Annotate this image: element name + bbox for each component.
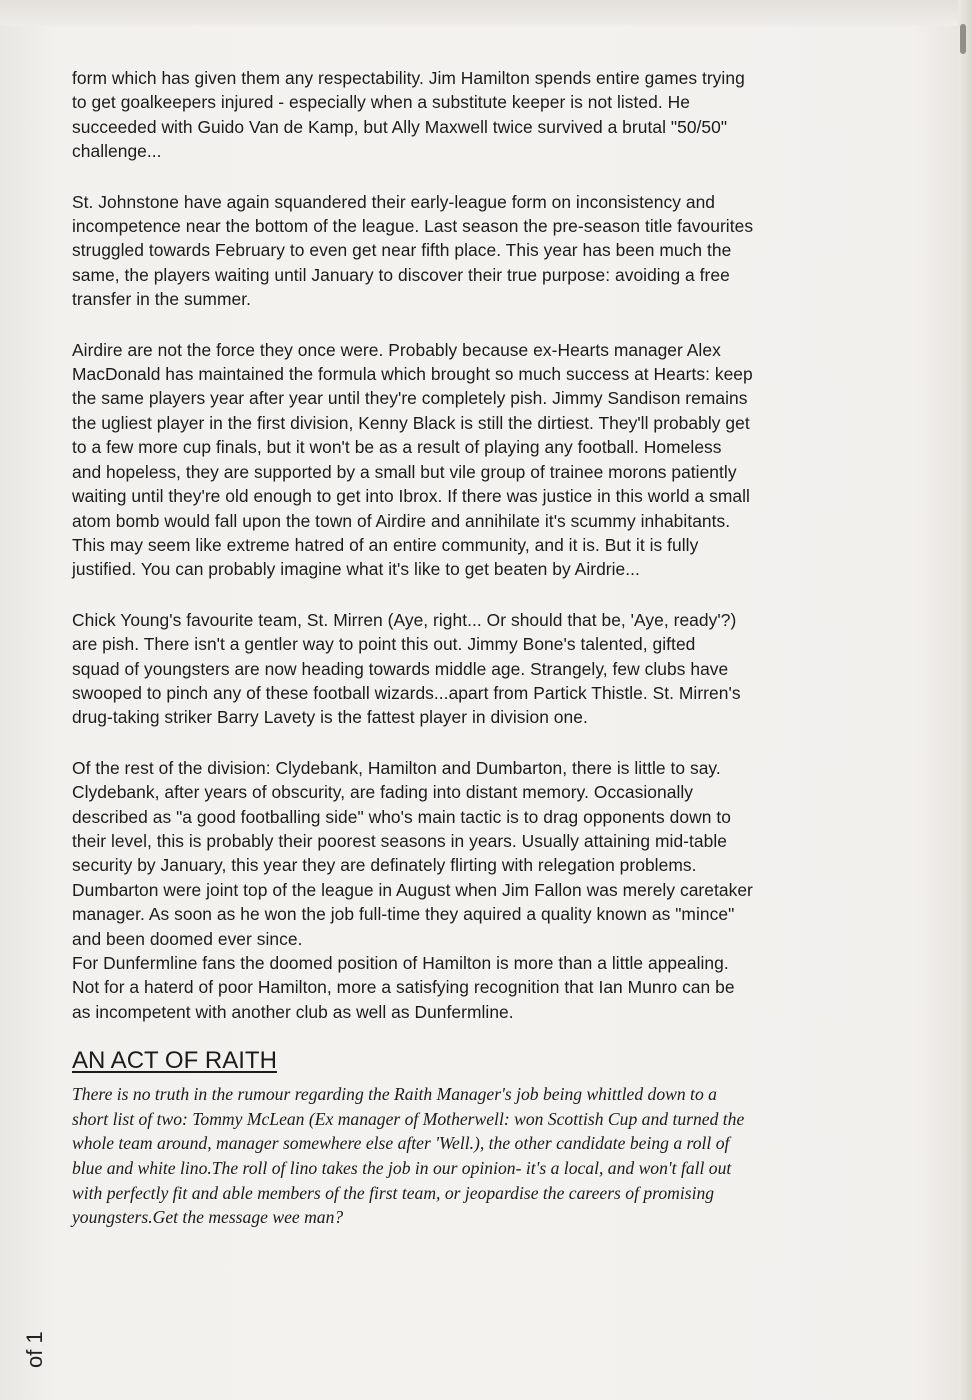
paragraph-airdrie: Airdire are not the force they once were. Probably because ex-Hearts manager Alex MacDonald has maintained the formula which brought so much success at Hearts: keep the same players year after year until they're completely pish. Jimmy Sandison remains the ugliest player in the first division, Kenny Black is still the dirtiest. They'll probably get to a few more cup finals, but it won't be as a result of playing any football. Homeless and hopeless, they are supported by a small but vile group of trainee morons patiently waiting until they're old enough to get into Ibrox. If there was justice in this world a small atom bomb would fall upon the town of Airdire and annihilate it's scummy inhabitants. This may seem like extreme hatred of an entire community, and it is. But it is fully justified. You can probably imagine what it's like to get beaten by Airdrie... <box>72 339 753 580</box>
paragraph-goalkeepers: form which has given them any respectability. Jim Hamilton spends entire games trying to get goalkeepers injured - especially when a substitute keeper is not listed. He succeeded with Guido Van de Kamp, but Ally Maxwell twice survived a brutal "50/50" challenge... <box>72 68 745 162</box>
binding-mark <box>960 24 966 54</box>
scanned-right-edge <box>958 0 972 1400</box>
paragraph-st-johnstone: St. Johnstone have again squandered their early-league form on inconsistency and incompetence near the bottom of the league. Last season the pre-season title favourites struggled towards February to even get near fifth place. This year has been much the same, the players waiting until January to discover their true purpose: avoiding a free transfer in the summer. <box>72 191 754 310</box>
paragraph-rest-of-division: Of the rest of the division: Clydebank, Hamilton and Dumbarton, there is little to say. Clydebank, after years of obscurity, are fading into distant memory. Occasionally described as "a good footballing side" who's main tactic is to drag opponents down to their level, this is probably their poorest seasons in years. Usually attaining mid-table security by January, this year they are definately flirting with relegation problems. Dumbarton were joint top of the league in August when Jim Fallon was merely caretaker manager. As soon as he won the job full-time they aquired a quality known as "mince" and been doomed ever since. <box>72 757 753 949</box>
page-count-label: of 1 <box>22 1331 47 1368</box>
raith-italic-paragraph: There is no truth in the rumour regarding the Raith Manager's job being whittled down to a short list of two: Tommy McLean (Ex manager of Motherwell: won Scottish Cup and turned the whole team around, manager somewhere else after 'Well.), the other candidate being a roll of blue and white lino.The roll of lino takes the job in our opinion- it's a local, and won't fall out with perfectly fit and able members of the first team, or jeopardise the careers of promising youngsters.Get the message wee man? <box>72 1084 745 1228</box>
paragraph-dunfermline: For Dunfermline fans the doomed position of Hamilton is more than a little appealing. Not for a haterd of poor Hamilton, more a satisfying recognition that Ian Munro can be as incompetent with another club as well as Dunfermline. <box>72 953 735 1022</box>
scanned-top-edge <box>0 0 972 26</box>
article-body <box>72 66 938 1230</box>
paragraph-st-mirren: Chick Young's favourite team, St. Mirren (Aye, right... Or should that be, 'Aye, ready'?) are pish. There isn't a gentler way to point this out. Jimmy Bone's talented, gifted squad of youngsters are now heading towards middle age. Strangely, few clubs have swooped to pinch any of these football wizards...apart from Partick Thistle. St. Mirren's drug-taking striker Barry Lavety is the fattest player in division one. <box>72 609 741 728</box>
section-heading-raith: AN ACT OF RAITH <box>72 1047 277 1075</box>
